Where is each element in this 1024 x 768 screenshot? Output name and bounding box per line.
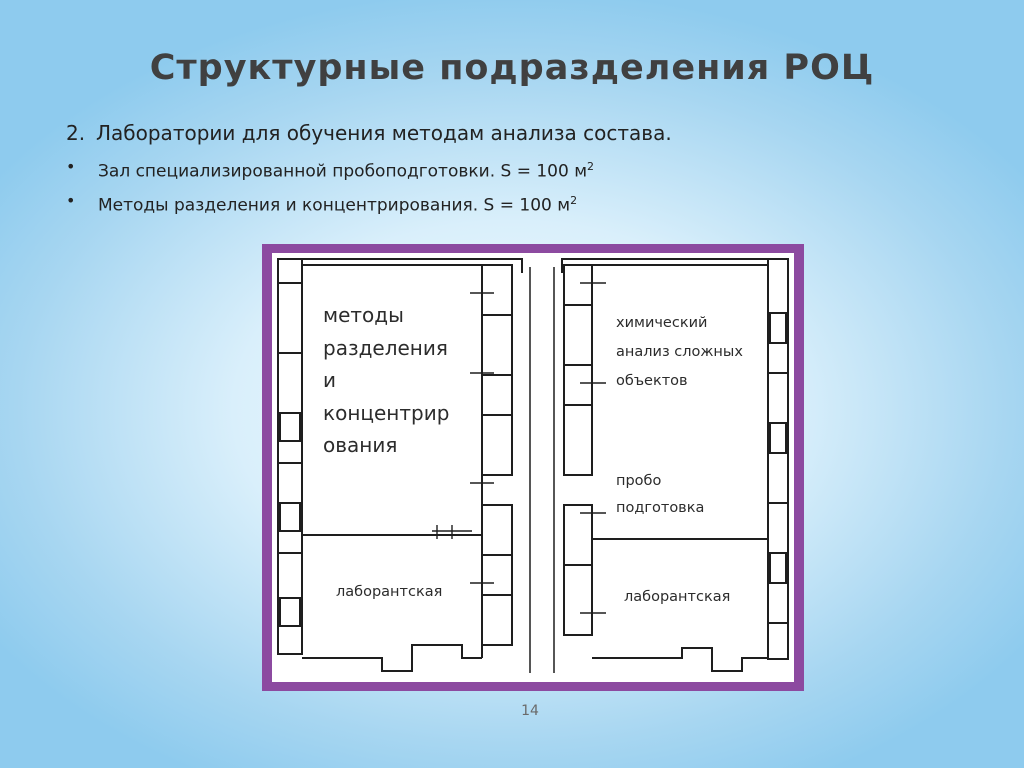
bullet-text: Методы разделения и концентрирования. S = 100 м bbox=[98, 195, 571, 216]
bullet-text: Зал специализированной пробоподготовки. S = 100 м bbox=[98, 161, 588, 182]
label-chemical-analysis-room: химический анализ сложных объектов bbox=[616, 315, 743, 389]
label-lab-assistant-right: лаборантская bbox=[624, 589, 731, 605]
window-left-3 bbox=[280, 598, 300, 626]
label-lab-assistant-left: лаборантская bbox=[336, 584, 443, 600]
bullet-item-1 bbox=[66, 150, 966, 184]
numbered-item bbox=[66, 116, 966, 150]
item-number: 2. bbox=[66, 121, 86, 145]
item-text: Лаборатории для обучения методам анализа состава. bbox=[96, 121, 672, 145]
window-right-2 bbox=[770, 423, 786, 453]
label-separation-room: методы разделения и концентрир ования bbox=[323, 303, 450, 457]
bullet-item-2 bbox=[66, 184, 966, 218]
slide-content bbox=[66, 116, 966, 218]
label-sample-prep-room: пробо подготовка bbox=[616, 473, 705, 516]
window-left-2 bbox=[280, 503, 300, 531]
wall-bottom-left bbox=[302, 645, 482, 671]
page-number: 14 bbox=[521, 703, 539, 719]
window-left-1 bbox=[280, 413, 300, 441]
floor-plan-frame bbox=[262, 244, 804, 691]
floor-plan bbox=[272, 253, 794, 682]
bullet-marker: • bbox=[66, 157, 76, 176]
window-right-3 bbox=[770, 553, 786, 583]
wall-bottom-right bbox=[592, 648, 768, 671]
bullet-marker: • bbox=[66, 191, 76, 210]
bullet-superscript: 2 bbox=[587, 160, 595, 173]
slide-title: Структурные подразделения РОЦ bbox=[149, 48, 875, 88]
bullet-superscript: 2 bbox=[570, 194, 578, 207]
wall-left bbox=[278, 259, 302, 654]
